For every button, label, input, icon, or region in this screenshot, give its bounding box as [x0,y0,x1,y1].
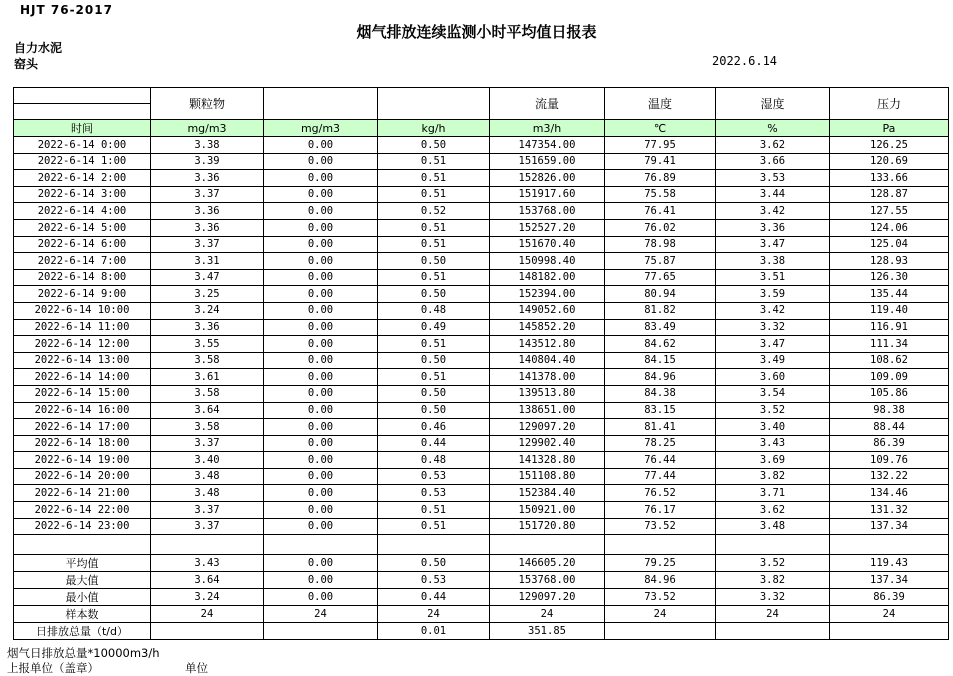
row-label-cell: 2022-6-14 5:00 [14,219,151,236]
value-cell: 0.00 [264,269,378,286]
value-cell: 0.51 [378,186,490,203]
value-cell: 3.47 [151,269,264,286]
value-cell: 3.38 [716,253,830,270]
hourly-data-row [14,518,949,535]
value-cell: 0.00 [264,352,378,369]
reporting-unit-label: 上报单位（盖章） [7,661,99,675]
hourly-data-row [14,369,949,386]
value-cell: 127.55 [830,203,949,220]
value-cell: 0.00 [264,153,378,170]
value-cell: 129097.20 [490,419,605,436]
value-cell: 3.62 [716,502,830,519]
value-cell: 149052.60 [490,302,605,319]
value-cell: 128.93 [830,253,949,270]
value-cell: 0.00 [264,253,378,270]
unit-pa: Pa [830,120,949,137]
value-cell: 153768.00 [490,203,605,220]
hourly-data-row [14,302,949,319]
value-cell: 141328.80 [490,452,605,469]
value-cell: 0.00 [264,203,378,220]
value-cell: 137.34 [830,518,949,535]
value-cell [490,535,605,555]
header-corner-cell [14,88,151,120]
value-cell: 0.51 [378,369,490,386]
row-label-cell: 2022-6-14 6:00 [14,236,151,253]
value-cell: 24 [378,606,490,623]
value-cell: 3.60 [716,369,830,386]
page-title: 烟气排放连续监测小时平均值日报表 [356,23,597,41]
header-particulate: 颗粒物 [151,88,264,120]
value-cell: 3.37 [151,186,264,203]
hourly-data-row [14,419,949,436]
value-cell: 0.00 [264,502,378,519]
hourly-data-row [14,468,949,485]
value-cell: 3.48 [151,485,264,502]
value-cell: 0.50 [378,352,490,369]
value-cell: 124.06 [830,219,949,236]
value-cell: 109.09 [830,369,949,386]
value-cell: 24 [490,606,605,623]
value-cell [830,535,949,555]
value-cell: 3.82 [716,468,830,485]
value-cell: 0.53 [378,468,490,485]
value-cell: 120.69 [830,153,949,170]
row-label-cell: 平均值 [14,555,151,572]
value-cell: 0.00 [264,435,378,452]
value-cell: 0.50 [378,253,490,270]
row-label-cell [14,535,151,555]
value-cell: 105.86 [830,385,949,402]
value-cell: 0.00 [264,302,378,319]
summary-row [14,606,949,623]
value-cell: 125.04 [830,236,949,253]
hourly-data-row [14,286,949,303]
value-cell: 73.52 [605,518,716,535]
value-cell: 143512.80 [490,336,605,353]
hourly-data-row [14,402,949,419]
row-label-cell: 2022-6-14 4:00 [14,203,151,220]
value-cell: 3.25 [151,286,264,303]
value-cell: 152826.00 [490,170,605,187]
value-cell: 0.00 [264,336,378,353]
value-cell: 78.98 [605,236,716,253]
value-cell: 141378.00 [490,369,605,386]
corner-bottom-cell [14,104,150,119]
unit-label: 单位 [185,661,208,675]
value-cell: 0.00 [264,236,378,253]
hourly-data-row [14,385,949,402]
value-cell: 3.53 [716,170,830,187]
value-cell: 3.59 [716,286,830,303]
value-cell: 3.39 [151,153,264,170]
value-cell: 135.44 [830,286,949,303]
value-cell: 111.34 [830,336,949,353]
unit-mgm3-2: mg/m3 [264,120,378,137]
value-cell: 3.40 [151,452,264,469]
value-cell: 3.58 [151,419,264,436]
value-cell: 0.51 [378,236,490,253]
value-cell: 126.25 [830,137,949,154]
hourly-data-row [14,219,949,236]
value-cell: 0.52 [378,203,490,220]
value-cell: 3.52 [716,555,830,572]
value-cell: 152527.20 [490,219,605,236]
value-cell: 3.51 [716,269,830,286]
hourly-data-row [14,336,949,353]
value-cell: 3.37 [151,502,264,519]
value-cell: 116.91 [830,319,949,336]
row-label-cell: 2022-6-14 20:00 [14,468,151,485]
footer-note: 烟气日排放总量*10000m3/h [7,646,160,660]
value-cell: 84.38 [605,385,716,402]
value-cell: 151659.00 [490,153,605,170]
value-cell: 0.50 [378,286,490,303]
value-cell: 0.00 [264,137,378,154]
value-cell: 84.62 [605,336,716,353]
value-cell: 24 [605,606,716,623]
row-label-cell: 2022-6-14 1:00 [14,153,151,170]
value-cell: 129902.40 [490,435,605,452]
value-cell: 0.00 [264,518,378,535]
value-cell: 24 [151,606,264,623]
row-label-cell: 2022-6-14 9:00 [14,286,151,303]
value-cell: 77.44 [605,468,716,485]
header-empty-1 [264,88,378,120]
value-cell: 76.52 [605,485,716,502]
value-cell: 3.55 [151,336,264,353]
row-label-cell: 2022-6-14 8:00 [14,269,151,286]
value-cell: 3.82 [716,572,830,589]
hourly-data-row [14,319,949,336]
value-cell: 0.00 [264,319,378,336]
row-label-cell: 日排放总量（t/d） [14,623,151,640]
value-cell: 0.51 [378,336,490,353]
value-cell: 137.34 [830,572,949,589]
value-cell [605,623,716,640]
value-cell: 24 [264,606,378,623]
standard-label: HJT 76-2017 [20,3,113,17]
value-cell: 138651.00 [490,402,605,419]
value-cell: 140804.40 [490,352,605,369]
value-cell: 0.53 [378,572,490,589]
value-cell [378,535,490,555]
hourly-data-row [14,186,949,203]
value-cell: 151917.60 [490,186,605,203]
unit-time: 时间 [14,120,151,137]
value-cell: 84.15 [605,352,716,369]
value-cell: 0.00 [264,219,378,236]
value-cell: 77.95 [605,137,716,154]
value-cell: 3.49 [716,352,830,369]
hourly-data-row [14,269,949,286]
value-cell: 0.00 [264,419,378,436]
value-cell: 84.96 [605,572,716,589]
value-cell: 78.25 [605,435,716,452]
value-cell [264,535,378,555]
hourly-data-row [14,203,949,220]
value-cell: 3.66 [716,153,830,170]
value-cell: 75.58 [605,186,716,203]
value-cell: 3.64 [151,402,264,419]
value-cell: 139513.80 [490,385,605,402]
value-cell: 0.49 [378,319,490,336]
row-label-cell: 样本数 [14,606,151,623]
row-label-cell: 2022-6-14 21:00 [14,485,151,502]
value-cell [264,623,378,640]
value-cell: 0.00 [264,286,378,303]
value-cell: 0.00 [264,369,378,386]
value-cell: 0.53 [378,485,490,502]
row-label-cell: 2022-6-14 13:00 [14,352,151,369]
value-cell: 3.52 [716,402,830,419]
value-cell: 0.48 [378,452,490,469]
summary-row [14,555,949,572]
hourly-data-row [14,153,949,170]
value-cell: 75.87 [605,253,716,270]
header-empty-2 [378,88,490,120]
row-label-cell: 最小值 [14,589,151,606]
row-label-cell: 2022-6-14 23:00 [14,518,151,535]
value-cell: 3.69 [716,452,830,469]
value-cell: 145852.20 [490,319,605,336]
value-cell: 152384.40 [490,485,605,502]
value-cell: 3.36 [151,319,264,336]
unit-mgm3-1: mg/m3 [151,120,264,137]
value-cell: 119.43 [830,555,949,572]
value-cell: 0.51 [378,269,490,286]
value-cell: 0.50 [378,385,490,402]
value-cell: 3.40 [716,419,830,436]
value-cell: 24 [716,606,830,623]
row-label-cell: 2022-6-14 7:00 [14,253,151,270]
value-cell: 147354.00 [490,137,605,154]
value-cell: 76.89 [605,170,716,187]
value-cell: 0.00 [264,452,378,469]
value-cell [605,535,716,555]
row-label-cell: 2022-6-14 12:00 [14,336,151,353]
value-cell: 3.44 [716,186,830,203]
header-flow: 流量 [490,88,605,120]
value-cell: 77.65 [605,269,716,286]
value-cell [830,623,949,640]
header-temperature: 温度 [605,88,716,120]
value-cell: 152394.00 [490,286,605,303]
value-cell: 3.48 [151,468,264,485]
value-cell: 128.87 [830,186,949,203]
value-cell: 0.00 [264,485,378,502]
report-date: 2022.6.14 [712,54,778,68]
value-cell: 83.49 [605,319,716,336]
value-cell: 3.32 [716,589,830,606]
value-cell: 76.17 [605,502,716,519]
row-label-cell: 2022-6-14 15:00 [14,385,151,402]
hourly-data-row [14,485,949,502]
value-cell: 0.50 [378,555,490,572]
row-label-cell: 2022-6-14 16:00 [14,402,151,419]
value-cell: 0.00 [264,385,378,402]
value-cell: 3.61 [151,369,264,386]
value-cell: 0.51 [378,170,490,187]
value-cell: 119.40 [830,302,949,319]
summary-row [14,623,949,640]
value-cell: 24 [830,606,949,623]
value-cell: 3.38 [151,137,264,154]
value-cell: 3.62 [716,137,830,154]
value-cell: 0.44 [378,589,490,606]
row-label-cell: 2022-6-14 3:00 [14,186,151,203]
value-cell: 81.41 [605,419,716,436]
value-cell: 3.43 [716,435,830,452]
value-cell: 3.58 [151,385,264,402]
hourly-data-row [14,452,949,469]
row-label-cell: 2022-6-14 18:00 [14,435,151,452]
value-cell: 109.76 [830,452,949,469]
value-cell: 88.44 [830,419,949,436]
value-cell: 0.01 [378,623,490,640]
value-cell: 76.02 [605,219,716,236]
header-humidity: 湿度 [716,88,830,120]
value-cell: 134.46 [830,485,949,502]
value-cell: 3.37 [151,236,264,253]
row-label-cell: 2022-6-14 22:00 [14,502,151,519]
monitoring-point-name: 窑头 [14,57,39,71]
unit-kgh: kg/h [378,120,490,137]
value-cell: 3.36 [151,219,264,236]
value-cell: 0.00 [264,186,378,203]
value-cell: 0.00 [264,468,378,485]
value-cell: 3.32 [716,319,830,336]
value-cell [716,535,830,555]
value-cell: 86.39 [830,589,949,606]
value-cell: 0.51 [378,219,490,236]
report-table [13,87,949,640]
value-cell: 3.37 [151,518,264,535]
value-cell: 3.31 [151,253,264,270]
value-cell: 3.36 [151,170,264,187]
value-cell: 148182.00 [490,269,605,286]
hourly-data-row [14,170,949,187]
value-cell: 0.00 [264,170,378,187]
header-pressure: 压力 [830,88,949,120]
value-cell: 108.62 [830,352,949,369]
row-label-cell: 2022-6-14 10:00 [14,302,151,319]
value-cell: 81.82 [605,302,716,319]
value-cell: 0.51 [378,502,490,519]
value-cell: 0.00 [264,572,378,589]
value-cell: 150998.40 [490,253,605,270]
value-cell: 3.42 [716,302,830,319]
value-cell: 0.00 [264,555,378,572]
value-cell: 133.66 [830,170,949,187]
value-cell: 153768.00 [490,572,605,589]
value-cell: 0.00 [264,589,378,606]
summary-row [14,589,949,606]
value-cell: 3.24 [151,589,264,606]
summary-row [14,572,949,589]
row-label-cell: 2022-6-14 14:00 [14,369,151,386]
value-cell: 0.50 [378,402,490,419]
row-label-cell: 2022-6-14 11:00 [14,319,151,336]
value-cell: 83.15 [605,402,716,419]
value-cell [151,623,264,640]
value-cell: 131.32 [830,502,949,519]
spacer-row [14,535,949,555]
unit-m3h: m3/h [490,120,605,137]
value-cell: 3.36 [151,203,264,220]
unit-celsius: ℃ [605,120,716,137]
hourly-data-row [14,236,949,253]
header-row-units [14,120,949,137]
value-cell: 3.24 [151,302,264,319]
value-cell: 3.71 [716,485,830,502]
row-label-cell: 2022-6-14 2:00 [14,170,151,187]
value-cell: 98.38 [830,402,949,419]
value-cell: 151670.40 [490,236,605,253]
value-cell: 3.48 [716,518,830,535]
value-cell: 0.51 [378,153,490,170]
value-cell: 0.00 [264,402,378,419]
value-cell: 79.41 [605,153,716,170]
hourly-data-row [14,502,949,519]
hourly-data-row [14,352,949,369]
company-name: 自力水泥 [14,41,63,55]
value-cell: 3.54 [716,385,830,402]
value-cell: 3.47 [716,336,830,353]
row-label-cell: 最大值 [14,572,151,589]
value-cell: 3.37 [151,435,264,452]
value-cell: 3.64 [151,572,264,589]
row-label-cell: 2022-6-14 19:00 [14,452,151,469]
value-cell: 79.25 [605,555,716,572]
value-cell: 3.58 [151,352,264,369]
value-cell: 151720.80 [490,518,605,535]
value-cell: 3.36 [716,219,830,236]
header-row-groups [14,88,949,120]
value-cell: 132.22 [830,468,949,485]
hourly-data-row [14,253,949,270]
value-cell [151,535,264,555]
value-cell: 3.47 [716,236,830,253]
value-cell: 3.43 [151,555,264,572]
value-cell: 146605.20 [490,555,605,572]
row-label-cell: 2022-6-14 17:00 [14,419,151,436]
value-cell: 0.46 [378,419,490,436]
row-label-cell: 2022-6-14 0:00 [14,137,151,154]
value-cell: 351.85 [490,623,605,640]
value-cell: 3.42 [716,203,830,220]
value-cell: 84.96 [605,369,716,386]
value-cell: 150921.00 [490,502,605,519]
value-cell: 86.39 [830,435,949,452]
value-cell: 0.51 [378,518,490,535]
value-cell: 151108.80 [490,468,605,485]
value-cell: 76.44 [605,452,716,469]
hourly-data-row [14,435,949,452]
value-cell: 80.94 [605,286,716,303]
value-cell: 73.52 [605,589,716,606]
value-cell: 0.50 [378,137,490,154]
value-cell [716,623,830,640]
value-cell: 0.48 [378,302,490,319]
value-cell: 0.44 [378,435,490,452]
value-cell: 76.41 [605,203,716,220]
value-cell: 129097.20 [490,589,605,606]
corner-top-cell [14,88,150,104]
value-cell: 126.30 [830,269,949,286]
hourly-data-row [14,137,949,154]
unit-percent: % [716,120,830,137]
